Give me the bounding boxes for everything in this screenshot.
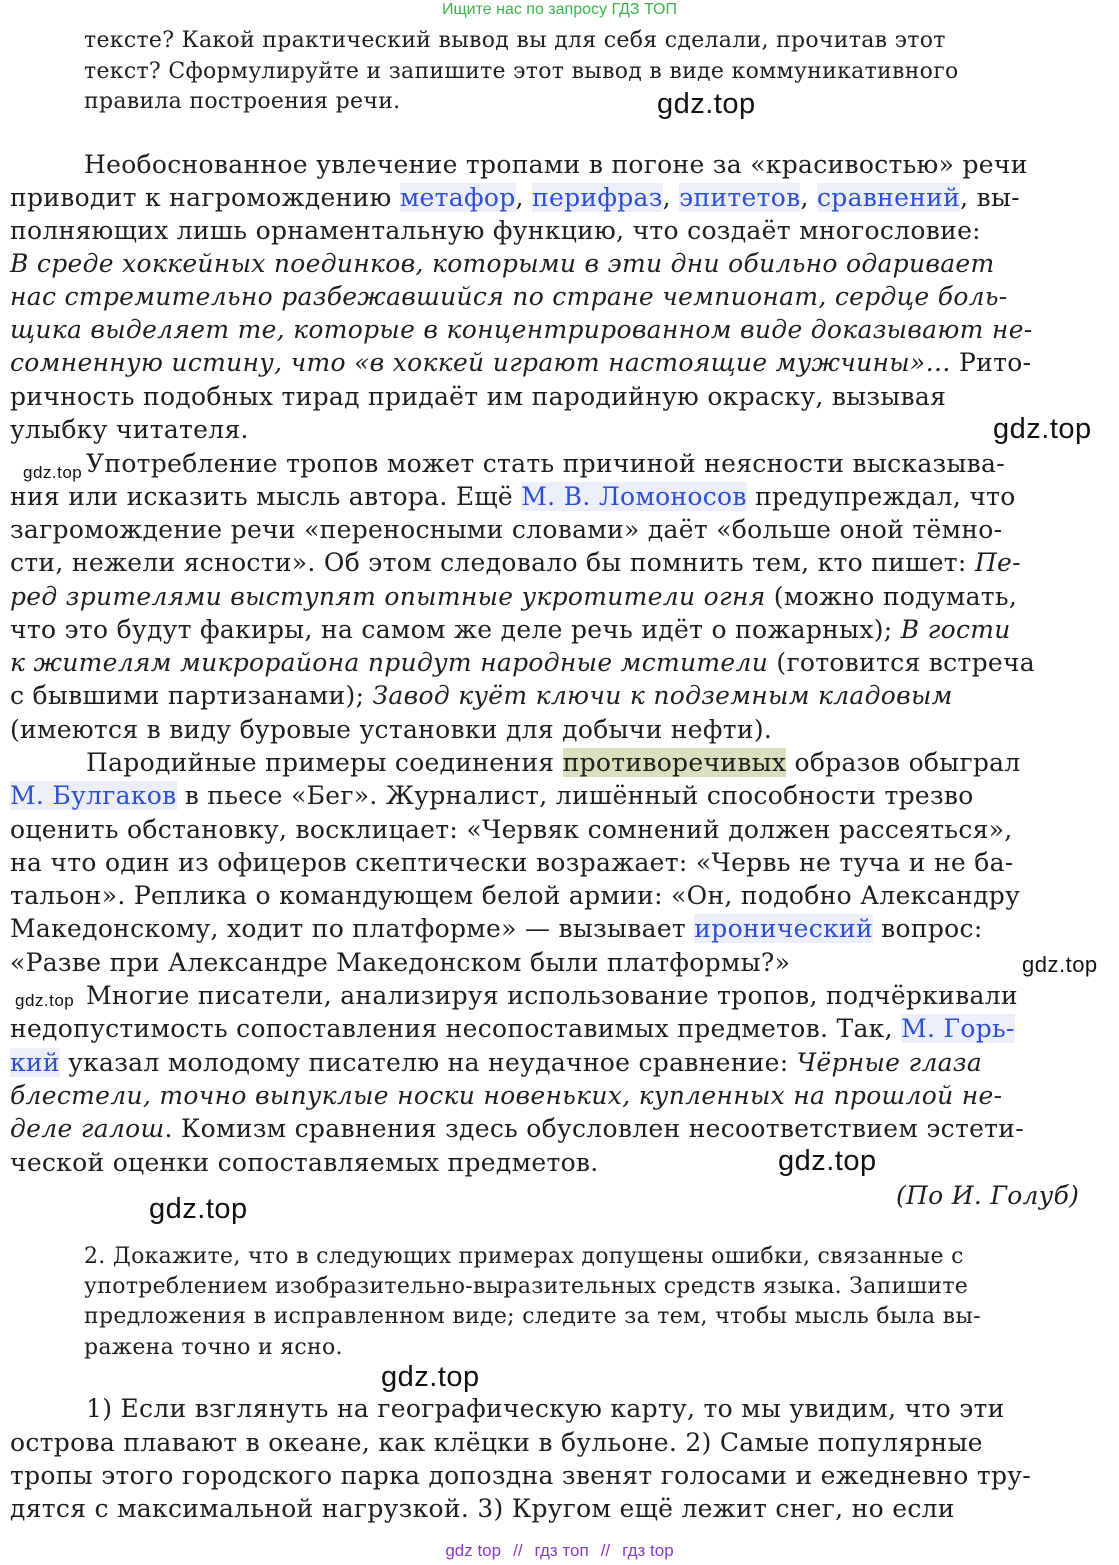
task-text-line: ражена точно и ясно.	[84, 1335, 343, 1360]
term-link-ironichesky[interactable]: иронический	[694, 914, 873, 943]
watermark: gdz.top	[657, 88, 756, 120]
text-span: указал молодому писателю на неудачное сравнение:	[59, 1048, 797, 1077]
paragraph-line	[10, 1048, 982, 1077]
text-span: ,	[662, 183, 680, 212]
paragraph-line: оценить обстановку, восклицает: «Червяк сомнений должен рассеяться»,	[10, 815, 1013, 844]
term-link-perifraz[interactable]: перифраз	[532, 183, 663, 212]
paragraph-line	[10, 615, 1011, 644]
paragraph-line: полняющих лишь орнаментальную функцию, что создаёт многословие:	[10, 216, 981, 245]
task-text-line: употреблением изобразительно-выразительных средств языка. Запишите	[84, 1274, 969, 1299]
paragraph-line: щика выделяет те, которые в концентрированном виде доказывают не-	[10, 315, 1033, 344]
text-span: (можно подумать,	[765, 582, 1018, 611]
paragraph-line: на что один из офицеров скептически возражает: «Червь не туча и не ба-	[10, 848, 1014, 877]
watermark: gdz.top	[381, 1361, 480, 1393]
paragraph-line	[10, 1114, 1024, 1143]
task-text-line: правила построения речи.	[84, 89, 401, 114]
author-link-gorky[interactable]: М. Горь-	[901, 1014, 1015, 1043]
text-span: Рито-	[950, 348, 1032, 377]
paragraph-line: нас стремительно разбежавшийся по стране чемпионат, сердце боль-	[10, 282, 1008, 311]
paragraph-line	[10, 781, 974, 810]
paragraph-line	[10, 548, 1021, 577]
paragraph-line: Употребление тропов может стать причиной неясности высказыва-	[86, 449, 1006, 478]
paragraph-line	[10, 648, 1035, 677]
term-link-sravnenie[interactable]: сравнений	[816, 183, 961, 212]
paragraph-line	[10, 914, 983, 943]
paragraph-line	[86, 748, 1021, 777]
paragraph-line: В среде хоккейных поединков, которыми в эти дни обильно одаривает	[10, 249, 995, 278]
paragraph-line	[10, 482, 1016, 511]
text-span: ,	[515, 183, 533, 212]
task-text-line: текст? Сформулируйте и запишите этот вывод в виде коммуникативного	[84, 59, 959, 84]
bottom-link[interactable]: гдз top	[622, 1541, 674, 1560]
example-line: 1) Если взглянуть на географическую карту, то мы увидим, что эти	[86, 1394, 1005, 1423]
text-span: Пе-	[974, 548, 1021, 577]
separator: //	[513, 1541, 523, 1560]
text-span: Пародийные примеры соединения	[86, 748, 563, 777]
example-line: тропы этого городского парка допоздна звенят голосами и ежедневно тру-	[10, 1461, 1032, 1490]
watermark: gdz.top	[993, 413, 1092, 445]
paragraph-line	[10, 582, 1017, 611]
paragraph-line: ричность подобных тирад придаёт им пародийную окраску, вызывая	[10, 382, 947, 411]
example-line: дятся с максимальной нагрузкой. 3) Кругом ещё лежит снег, но если	[10, 1494, 955, 1523]
text-span: что это будут факиры, на самом же деле речь идёт о пожарных);	[10, 615, 901, 644]
top-banner[interactable]: Ищите нас по запросу ГДЗ ТОП	[442, 1, 677, 18]
text-span: сомненную истину, что «в хоккей играют настоящие мужчины»…	[10, 348, 951, 377]
watermark: gdz.top	[149, 1193, 248, 1225]
paragraph-line: блестели, точно выпуклые носки новеньких, купленных на прошлой не-	[10, 1081, 1003, 1110]
text-span: ред зрителями выступят опытные укротители огня	[10, 582, 766, 611]
example-line: острова плавают в океане, как клёцки в бульоне. 2) Самые популярные	[10, 1428, 983, 1457]
author-link-bulgakov[interactable]: М. Булгаков	[10, 781, 177, 810]
text-span: Македонскому, ходит по платформе» — вызывает	[10, 914, 695, 943]
separator: //	[600, 1541, 611, 1560]
task-text-line: предложения в исправленном виде; следите за тем, чтобы мысль была вы-	[84, 1304, 981, 1329]
watermark: gdz.top	[1022, 952, 1098, 977]
text-span: ,	[800, 183, 817, 212]
task-text-line: 2. Докажите, что в следующих примерах допущены ошибки, связанные с	[84, 1244, 964, 1269]
paragraph-line	[10, 348, 1031, 377]
paragraph-line: загромождение речи «переносными словами» даёт «больше оной тёмно-	[10, 515, 1003, 544]
watermark: gdz.top	[23, 463, 83, 482]
bottom-link[interactable]: гдз топ	[534, 1541, 589, 1560]
author-link-gorky[interactable]: кий	[10, 1048, 60, 1077]
text-span: Завод куёт ключи к подземным кладовым	[372, 681, 953, 710]
paragraph-line: ческой оценки сопоставляемых предметов.	[10, 1148, 599, 1177]
text-span: приводит к нагромождению	[10, 183, 400, 212]
paragraph-line	[10, 1014, 1015, 1043]
source-attribution: (По И. Голуб)	[896, 1181, 1080, 1210]
paragraph-line: (имеются в виду буровые установки для добычи нефти).	[10, 715, 773, 744]
paragraph-line	[10, 183, 1020, 212]
text-span: недопустимость сопоставления несопоставимых предметов. Так,	[10, 1014, 902, 1043]
text-span: предупреждал, что	[746, 482, 1016, 511]
bottom-link[interactable]: gdz top	[445, 1541, 502, 1560]
text-span: . Комизм сравнения здесь обусловлен несоответствием эстети-	[164, 1114, 1025, 1143]
task-text-line: тексте? Какой практический вывод вы для себя сделали, прочитав этот	[84, 28, 946, 53]
text-span: (готовится встреча	[768, 648, 1035, 677]
term-link-epitet[interactable]: эпитетов	[679, 183, 801, 212]
paragraph-line	[10, 681, 953, 710]
text-span: деле галош	[10, 1114, 165, 1143]
text-span: в пьесе «Бег». Журналист, лишённый способности трезво	[176, 781, 974, 810]
text-span: , вы-	[960, 183, 1020, 212]
author-link-lomonosov[interactable]: М. В. Ломоносов	[521, 482, 747, 511]
text-span: В гости	[900, 615, 1011, 644]
text-span: к жителям микрорайона придут народные мстители	[10, 648, 769, 677]
bottom-banner[interactable]	[0, 1541, 1119, 1561]
paragraph-line: улыбку читателя.	[10, 415, 249, 444]
watermark: gdz.top	[778, 1145, 877, 1177]
text-span: образов обыграл	[786, 748, 1021, 777]
text-span: сти, нежели ясности». Об этом следовало бы помнить тем, кто пишет:	[10, 548, 975, 577]
paragraph-line: Необоснованное увлечение тропами в погоне за «красивостью» речи	[84, 150, 1028, 179]
term-link-protivorechivyh[interactable]: противоречивых	[562, 748, 787, 777]
text-span: Чёрные глаза	[796, 1048, 983, 1077]
text-span: ния или исказить мысль автора. Ещё	[10, 482, 522, 511]
term-link-metafor[interactable]: метафор	[399, 183, 516, 212]
paragraph-line: «Разве при Александре Македонском были платформы?»	[10, 948, 791, 977]
text-span: с бывшими партизанами);	[10, 681, 373, 710]
text-span: вопрос:	[872, 914, 983, 943]
watermark: gdz.top	[15, 991, 75, 1010]
paragraph-line: тальон». Реплика о командующем белой армии: «Он, подобно Александру	[10, 881, 1021, 910]
paragraph-line: Многие писатели, анализируя использование тропов, подчёркивали	[86, 981, 1018, 1010]
